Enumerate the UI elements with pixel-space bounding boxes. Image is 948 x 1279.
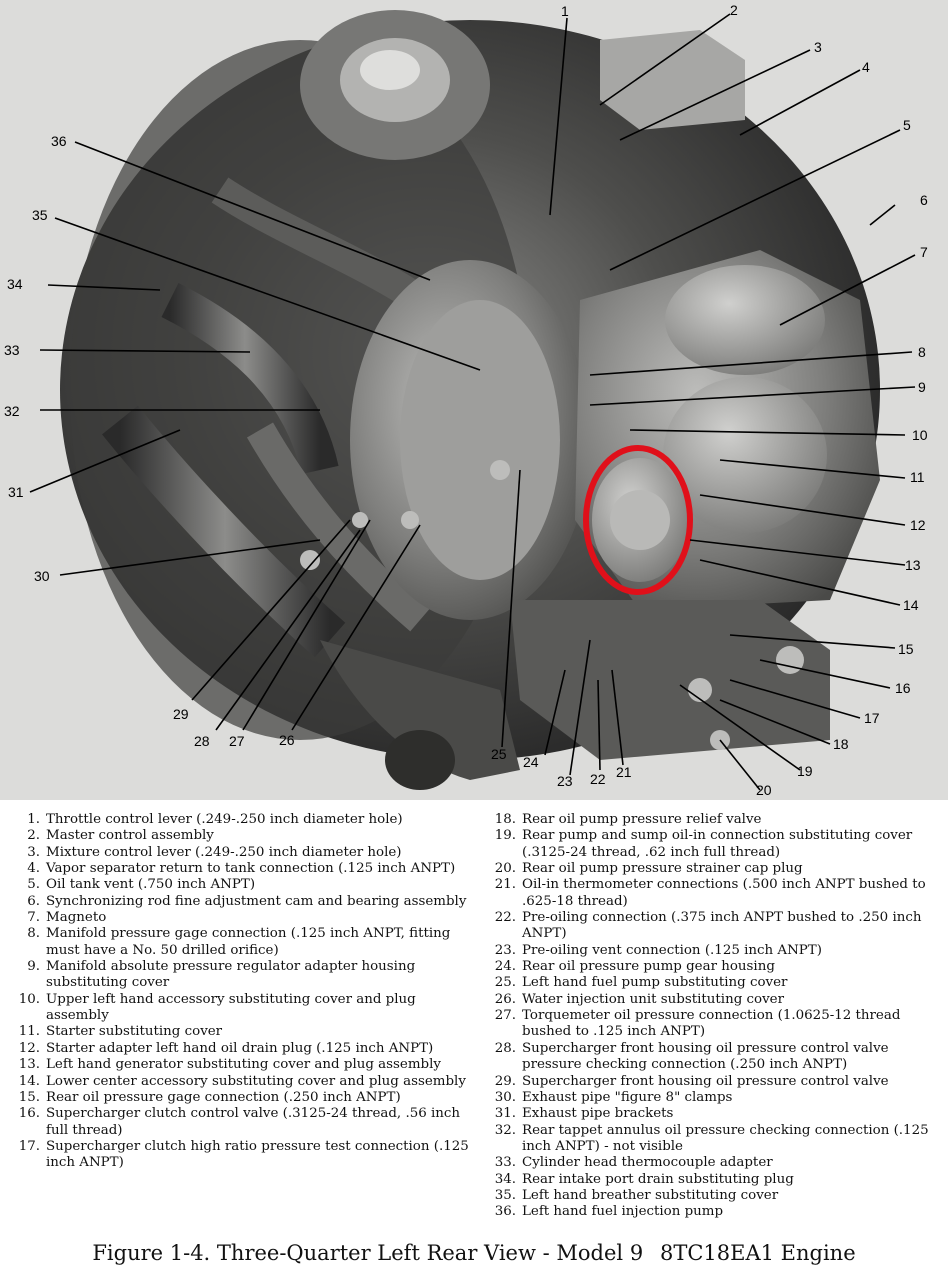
callout-21: 21 [616, 764, 632, 780]
legend-item: 15. Rear oil pressure gage connection (.250 inch ANPT) [18, 1089, 401, 1105]
callout-29: 29 [173, 706, 189, 722]
callout-15: 15 [898, 641, 914, 657]
figure-caption: Figure 1-4. Three-Quarter Left Rear View - Model 98TC18EA1 Engine [92, 1241, 856, 1265]
callout-26: 26 [279, 732, 295, 748]
legend-item: 11. Starter substituting cover [18, 1024, 223, 1040]
legend-item: 27. Torquemeter oil pressure connection (1.0625-12 thread bushed to .125 inch ANPT) [494, 1008, 901, 1040]
legend-item: 20. Rear oil pump pressure strainer cap plug [494, 861, 803, 877]
callout-17: 17 [864, 710, 880, 726]
legend-item: 29. Supercharger front housing oil pressure control valve [494, 1073, 889, 1089]
legend-right [488, 812, 940, 1221]
legend-item: 22. Pre-oiling connection (.375 inch ANPT bushed to .250 inch ANPT) [494, 910, 922, 942]
legend-item: 13. Left hand generator substituting cover and plug assembly [18, 1057, 441, 1073]
legend-item: 10. Upper left hand accessory substituting cover and plug assembly [18, 991, 416, 1024]
legend-item: 12. Starter adapter left hand oil drain plug (.125 inch ANPT) [18, 1040, 434, 1056]
callout-36: 36 [51, 133, 67, 149]
callout-32: 32 [4, 403, 20, 419]
legend-item: 18. Rear oil pump pressure relief valve [494, 812, 762, 827]
legend-item: 19. Rear pump and sump oil-in connection substituting cover (.3125-24 thread, .62 inch full thread) [494, 828, 913, 860]
callout-8: 8 [918, 344, 926, 360]
callout-18: 18 [833, 736, 849, 752]
legend-item: 25. Left hand fuel pump substituting cover [494, 975, 788, 991]
callout-19: 19 [797, 763, 813, 779]
callout-16: 16 [895, 680, 911, 696]
legend-item: 31. Exhaust pipe brackets [494, 1106, 674, 1122]
legend-item: 23. Pre-oiling vent connection (.125 inch ANPT) [494, 942, 822, 958]
callout-12: 12 [910, 517, 926, 533]
legend-item: 2. Master control assembly [27, 828, 214, 844]
callout-24: 24 [523, 754, 539, 770]
callout-1: 1 [561, 3, 569, 19]
legend-item: 26. Water injection unit substituting cover [494, 991, 784, 1007]
legend-item: 6. Synchronizing rod fine adjustment cam and bearing assembly [27, 893, 467, 909]
legend-item: 14. Lower center accessory substituting cover and plug assembly [18, 1073, 466, 1089]
legend-item: 32. Rear tappet annulus oil pressure checking connection (.125 inch ANPT) - not visible [494, 1122, 929, 1154]
legend-item: 3. Mixture control lever (.249-.250 inch diameter hole) [27, 844, 402, 860]
legend-item: 24. Rear oil pressure pump gear housing [494, 959, 775, 975]
callout-13: 13 [905, 557, 921, 573]
callout-11: 11 [910, 469, 925, 485]
legend-item: 33. Cylinder head thermocouple adapter [494, 1155, 773, 1171]
legend-item: 28. Supercharger front housing oil pressure control valve pressure checking connection (.250 inch ANPT) [494, 1040, 889, 1073]
callout-9: 9 [918, 379, 926, 395]
legend-item: 7. Magneto [27, 910, 107, 926]
callout-23: 23 [557, 773, 573, 789]
callout-4: 4 [862, 59, 870, 75]
callout-20: 20 [756, 782, 772, 798]
callout-28: 28 [194, 733, 210, 749]
callout-27: 27 [229, 733, 245, 749]
callout-7: 7 [920, 244, 928, 260]
legend-item: 5. Oil tank vent (.750 inch ANPT) [27, 877, 256, 893]
legend-item: 30. Exhaust pipe "figure 8" clamps [494, 1089, 733, 1105]
callout-10: 10 [912, 427, 928, 443]
callout-3: 3 [814, 39, 822, 55]
legend-item: 16. Supercharger clutch control valve (.3125-24 thread, .56 inch full thread) [18, 1106, 461, 1138]
legend-item: 8. Manifold pressure gage connection (.125 inch ANPT, fitting must have a No. 50 drilled orifice) [27, 926, 451, 958]
callout-5: 5 [903, 117, 911, 133]
callout-22: 22 [590, 771, 606, 787]
callout-2: 2 [730, 2, 738, 18]
callout-25: 25 [491, 746, 507, 762]
legend-item: 4. Vapor separator return to tank connection (.125 inch ANPT) [27, 861, 456, 877]
callout-14: 14 [903, 597, 919, 613]
callout-30: 30 [34, 568, 50, 584]
callout-6: 6 [920, 192, 928, 208]
legend-item: 9. Manifold absolute pressure regulator adapter housing substituting cover [27, 959, 416, 991]
legend-item: 35. Left hand breather substituting cover [494, 1187, 779, 1203]
legend-item: 17. Supercharger clutch high ratio pressure test connection (.125 inch ANPT) [18, 1138, 469, 1171]
callout-31: 31 [8, 484, 24, 500]
legend-item: 36. Left hand fuel injection pump [494, 1204, 724, 1220]
legend-item: 34. Rear intake port drain substituting plug [494, 1171, 794, 1187]
legend-left [12, 812, 470, 1172]
callout-33: 33 [4, 342, 20, 358]
legend-item: 21. Oil-in thermometer connections (.500 inch ANPT bushed to .625-18 thread) [494, 877, 926, 909]
callout-34: 34 [7, 276, 23, 292]
legend-item: 1. Throttle control lever (.249-.250 inch diameter hole) [27, 812, 403, 827]
callout-35: 35 [32, 207, 48, 223]
